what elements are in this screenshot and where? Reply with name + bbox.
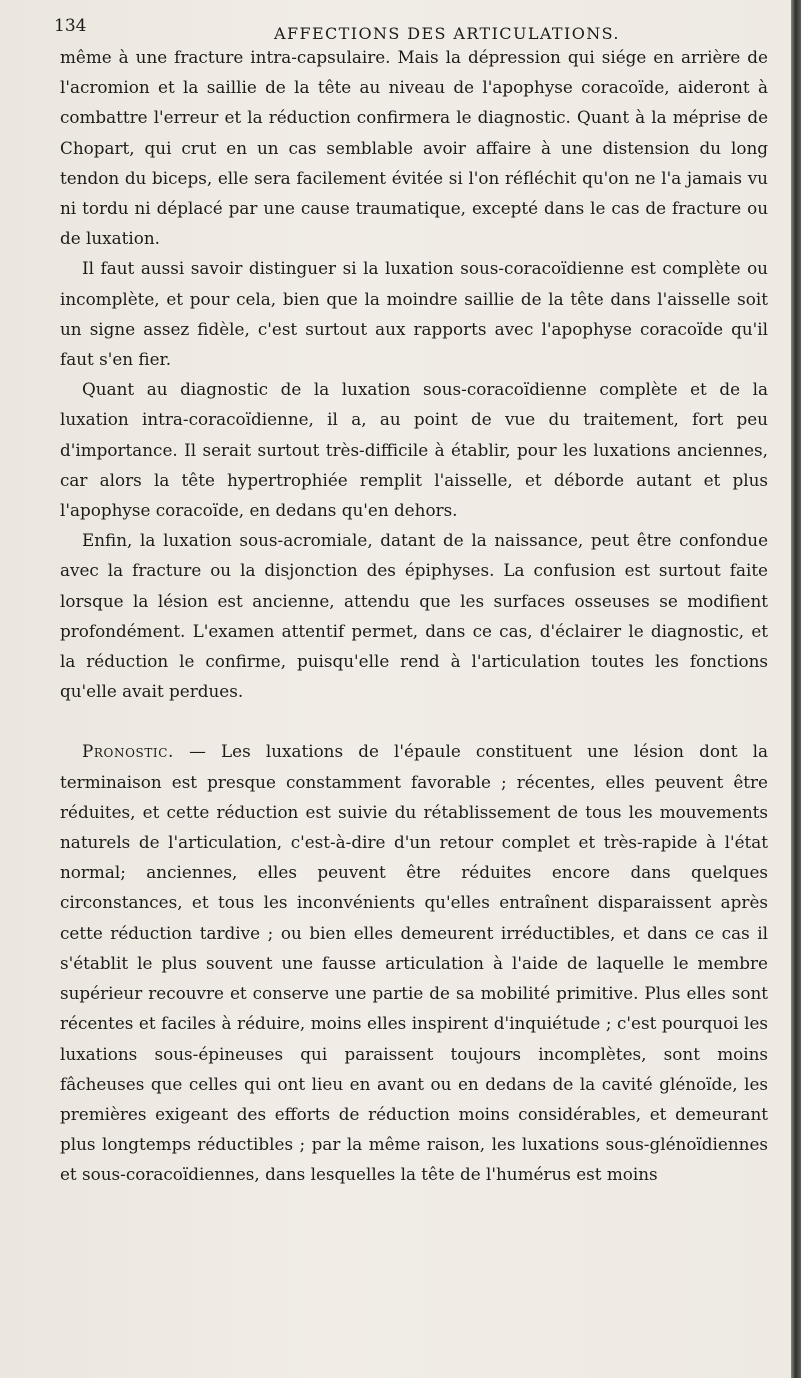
page-header — [54, 14, 768, 43]
pronostic-text: — Les luxations de l'épaule constituent une lésion dont la terminaison est presque constamment favorable ; récentes, elles peuvent être réduites, et cette réduction est suivie du rétablissement de tous les mouvements naturels de l'articulation, c'est-à-dire d'un retour complet et très-rapide à l'état normal; anciennes, elles peuvent être réduites encore dans quelques circonstances, et tous les inconvénients qu'elles entraînent disparaissent après cette réduction tardive ; ou bien elles demeurent irréductibles, et dans ce cas il s'établit le plus souvent une fausse articulation à l'aide de laquelle le membre supérieur recouvre et conserve une partie de sa mobilité primitive. Plus elles sont récentes et faciles à réduire, moins elles inspirent d'inquiétude ; c'est pourquoi les luxations sous-épineuses qui paraissent toujours incomplètes, sont moins fâcheuses que celles qui ont lieu en avant ou en dedans de la cavité glénoïde, les premières exigeant des efforts de réduction moins considérables, et demeurant plus longtemps réductibles ; par la même raison, les luxations sous-glénoïdiennes et sous-coracoïdiennes, dans lesquelles la tête de l'humérus est moins — [60, 741, 768, 1185]
paragraph-fracture-diagnosis: même à une fracture intra-capsulaire. Mais la dépression qui siége en arrière de l'acromion et la saillie de la tête au niveau de l'apophyse coracoïde, aideront à combattre l'erreur et la réduction confirmera le diagnostic. Quant à la méprise de Chopart, qui crut en un cas semblable avoir affaire à une distension du long tendon du biceps, elle sera facilement évitée si l'on réfléchit qu'on ne l'a jamais vu ni tordu ni déplacé par une cause traumatique, excepté dans le cas de fracture ou de luxation. — [60, 47, 768, 249]
paragraph-sous-acromiale: Enfin, la luxation sous-acromiale, datant de la naissance, peut être confondue avec la fracture ou la disjonction des épiphyses. La confusion est surtout faite lorsque la lésion est ancienne, attendu que les surfaces osseuses se modifient profondément. L'examen attentif permet, dans ce cas, d'éclairer le diagnostic, et la réduction le confirme, puisqu'elle rend à l'articulation toutes les fonctions qu'elle avait perdues. — [60, 530, 768, 702]
page-content — [54, 14, 768, 1190]
page-edge-shadow — [791, 0, 801, 1378]
paragraph-complete-incomplete: Il faut aussi savoir distinguer si la luxation sous-coracoïdienne est complète ou incomplète, et pour cela, bien que la moindre saillie de la tête dans l'aisselle soit un signe assez fidèle, c'est surtout aux rapports avec l'apophyse coracoïde qu'il faut s'en fier. — [60, 258, 768, 370]
page-number: 134 — [54, 16, 87, 36]
pronostic-heading: Pronostic. — [82, 741, 174, 762]
paragraph-intra-coracoid: Quant au diagnostic de la luxation sous-coracoïdienne complète et de la luxation intra-coracoïdienne, il a, au point de vue du traitement, fort peu d'importance. Il serait surtout très-difficile à établir, pour les luxations anciennes, car alors la tête hypertrophiée remplit l'aisselle, et déborde autant et plus l'apophyse coracoïde, en dedans qu'en dehors. — [60, 379, 768, 521]
running-title: AFFECTIONS DES ARTICULATIONS. — [274, 24, 620, 43]
paragraph-pronostic — [60, 736, 768, 1189]
